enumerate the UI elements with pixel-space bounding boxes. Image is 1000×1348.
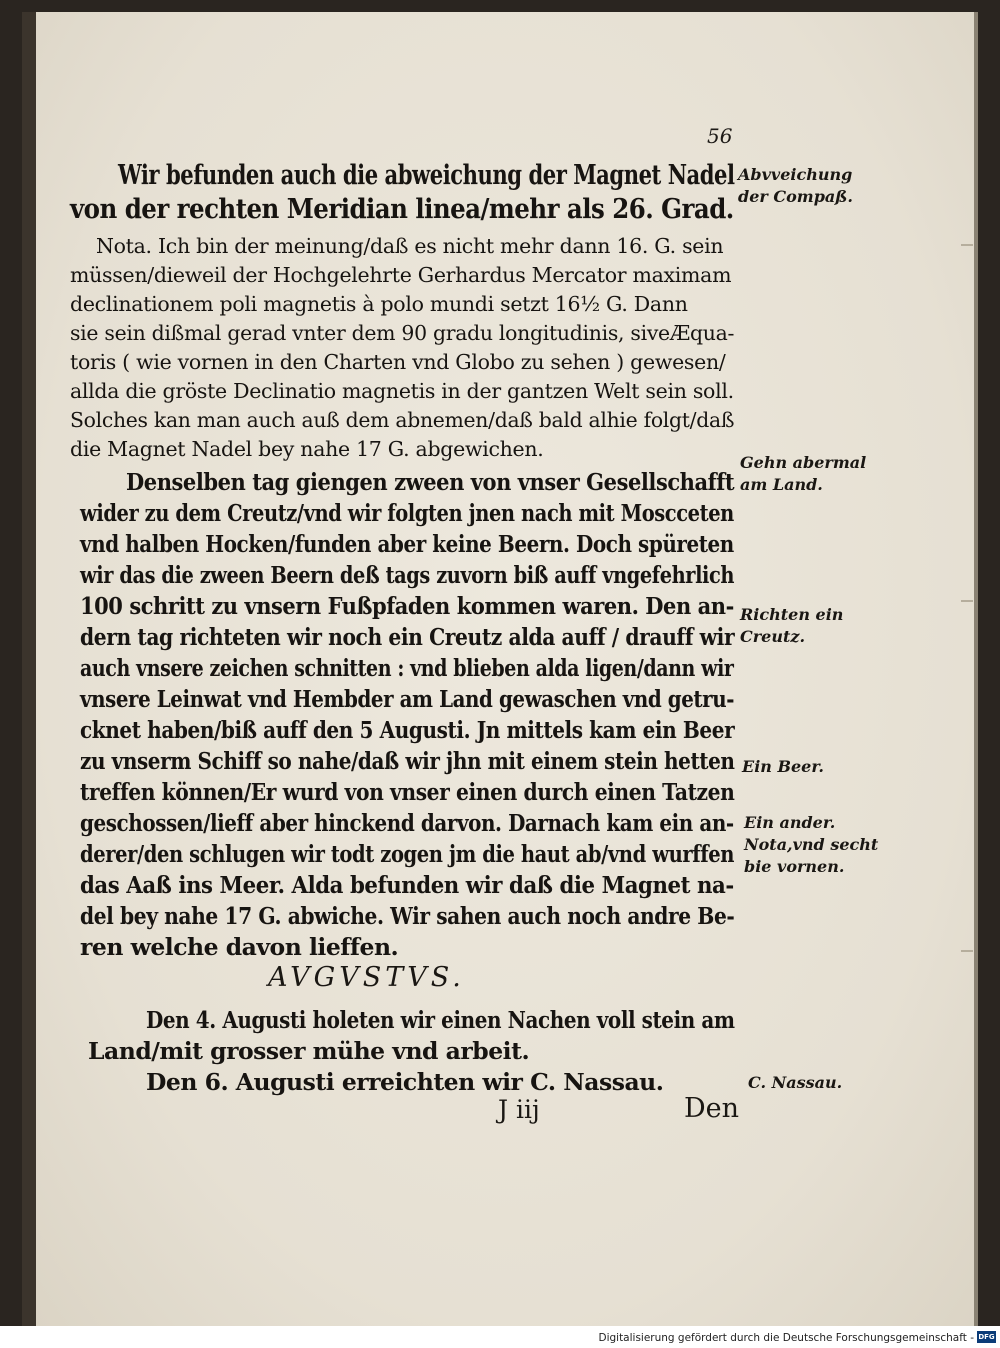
body-line-8: vnsere Leinwat vnd Hembder am Land gewaschen vnd getru- (80, 685, 735, 713)
marginal-note-line: Abvveichung (738, 165, 853, 184)
marginal-note-another (744, 812, 878, 878)
heading-line-2: von der rechten Meridian linea/mehr als 26. Grad. (70, 194, 734, 225)
body-line-16: ren welche davon lieffen. (80, 933, 399, 961)
august-line-1: Den 4. Augusti holeten wir einen Nachen voll stein am (146, 1006, 735, 1034)
body-line-1: Denselben tag giengen zween von vnser Gesellschafft (126, 468, 735, 496)
page-edge-mark (961, 950, 973, 952)
marginal-note-line: der Compaß. (738, 187, 853, 206)
marginal-note-line: Richten ein (740, 605, 844, 624)
note-line-3: declinationem poli magnetis à polo mundi setzt 16½ G. Dann (70, 292, 688, 316)
note-line-5: toris ( wie vornen in den Charten vnd Globo zu sehen ) gewesen/ (70, 350, 726, 374)
august-line-2: Land/mit grosser mühe vnd arbeit. (88, 1037, 530, 1065)
marginal-note-bear (742, 756, 824, 778)
body-line-10: zu vnserm Schiff so nahe/daß wir jhn mit einem stein hetten (80, 747, 735, 775)
body-line-14: das Aaß ins Meer. Alda befunden wir daß die Magnet na- (80, 871, 734, 899)
body-line-6: dern tag richteten wir noch ein Creutz alda auff / drauff wir (80, 623, 735, 651)
note-line-2: müssen/dieweil der Hochgelehrte Gerhardus Mercator maximam (70, 263, 732, 287)
note-line-8: die Magnet Nadel bey nahe 17 G. abgewichen. (70, 437, 544, 461)
dfg-logo: DFG (978, 1333, 995, 1341)
body-line-15: del bey nahe 17 G. abwiche. Wir sahen auch noch andre Be- (80, 902, 735, 930)
body-line-2: wider zu dem Creutz/vnd wir folgten jnen nach mit Moscceten (80, 499, 734, 527)
marginal-note-line: Gehn abermal (740, 453, 867, 472)
note-line-1: Nota. Ich bin der meinung/daß es nicht mehr dann 16. G. sein (96, 234, 724, 258)
signature-mark: J iij (498, 1095, 540, 1124)
marginal-note-line: Creutz. (740, 627, 806, 646)
note-line-7: Solches kan man auch auß dem abnemen/daß bald alhie folgt/daß (70, 408, 735, 432)
body-line-7: auch vnsere zeichen schnitten : vnd blieben alda ligen/dann wir (80, 654, 734, 682)
body-line-13: derer/den schlugen wir todt zogen jm die haut ab/vnd wurffen (80, 840, 735, 868)
body-line-3: vnd halben Hocken/funden aber keine Beern. Doch spüreten (80, 530, 734, 558)
note-line-4: sie sein dißmal gerad vnter dem 90 gradu longitudinis, siveÆqua- (70, 321, 735, 345)
section-heading: AVGVSTVS. (268, 962, 465, 993)
marginal-note-line: Ein Beer. (742, 757, 824, 776)
body-line-9: cknet haben/biß auff den 5 Augusti. Jn mittels kam ein Beer (80, 716, 735, 744)
page-number: 56 (707, 124, 733, 148)
marginal-note-land (740, 452, 866, 496)
body-line-11: treffen können/Er wurd von vnser einen durch einen Tatzen (80, 778, 735, 806)
page-edge-mark (961, 244, 973, 246)
marginal-note-cross (740, 604, 843, 648)
body-line-5: 100 schritt zu vnsern Fußpfaden kommen waren. Den an- (80, 592, 734, 620)
marginal-note-compass (738, 164, 853, 208)
marginal-note-line: C. Nassau. (748, 1073, 843, 1092)
august-line-3: Den 6. Augusti erreichten wir C. Nassau. (146, 1068, 664, 1096)
page-edge-mark (961, 600, 973, 602)
digitization-credit: Digitalisierung gefördert durch die Deutsche Forschungsgemeinschaft - (598, 1332, 974, 1344)
body-line-4: wir das die zween Beern deß tags zuvorn biß auff vngefehrlich (80, 561, 735, 589)
marginal-note-nassau (748, 1072, 842, 1094)
marginal-note-line: am Land. (740, 475, 823, 494)
catchword: Den (684, 1093, 740, 1124)
note-line-6: allda die gröste Declinatio magnetis in der gantzen Welt sein soll. (70, 379, 734, 403)
marginal-note-line: bie vornen. (744, 857, 845, 876)
heading-line-1: Wir befunden auch die abweichung der Magnet Nadel (118, 160, 735, 191)
body-line-12: geschossen/lieff aber hinckend darvon. Darnach kam ein an- (80, 809, 734, 837)
marginal-note-line: Nota,vnd secht (744, 835, 879, 854)
marginal-note-line: Ein ander. (744, 813, 836, 832)
